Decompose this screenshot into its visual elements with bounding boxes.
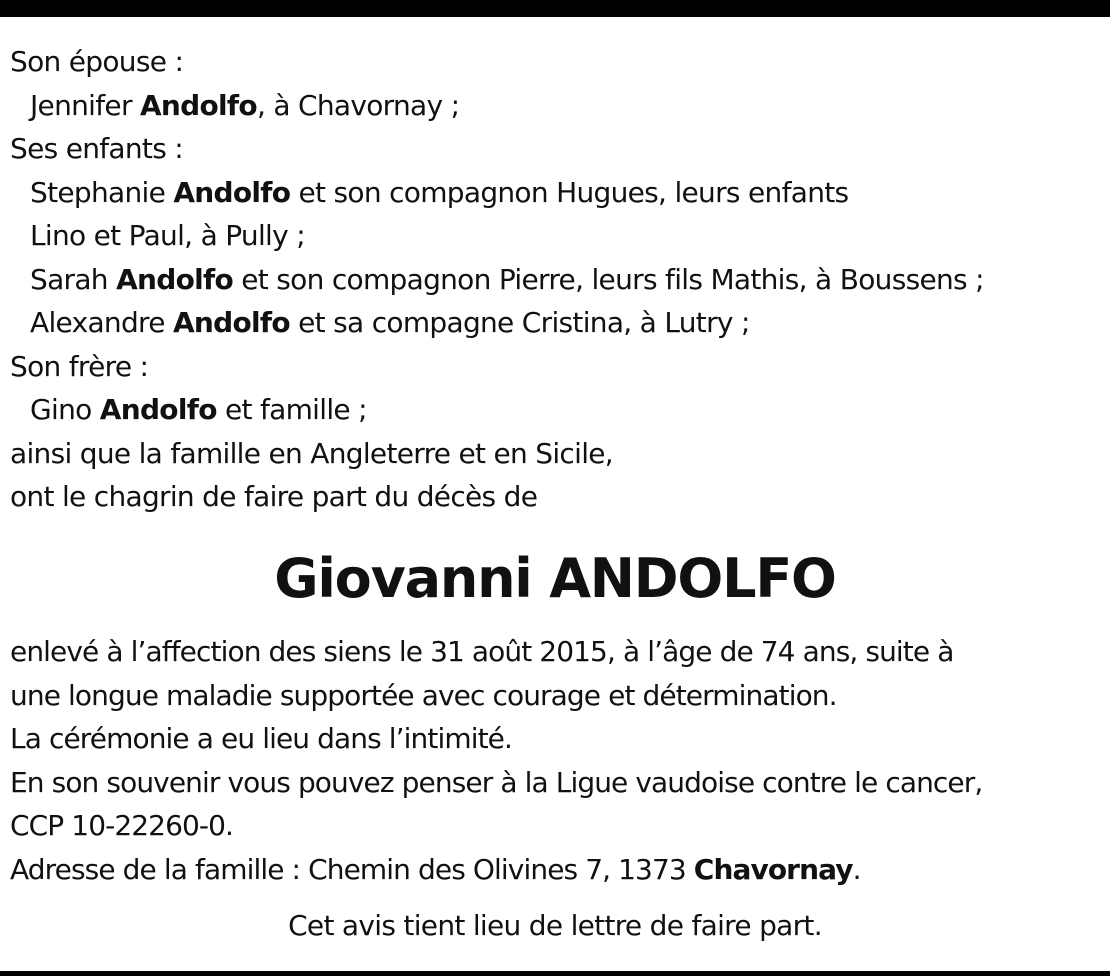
family-surname: Andolfo: [116, 262, 234, 296]
family-surname: Andolfo: [173, 175, 291, 209]
details-line: En son souvenir vous pouvez penser à la Ligue vaudoise contre le cancer,: [10, 765, 983, 799]
details-line: une longue maladie supportée avec courage et détermination.: [10, 678, 837, 712]
details-line: La cérémonie a eu lieu dans l’intimité.: [10, 722, 513, 755]
family-address: Adresse de la famille : Chemin des Olivines 7, 1373 Chavornay.: [10, 852, 861, 886]
family-heading-spouse: Son épouse :: [10, 45, 184, 78]
family-member-line: Jennifer Andolfo, à Chavornay ;: [30, 88, 460, 122]
family-member-line: Gino Andolfo et famille ;: [30, 393, 367, 426]
family-member-line: Sarah Andolfo et son compagnon Pierre, leurs fils Mathis, à Boussens ;: [30, 262, 984, 296]
family-member-line: Lino et Paul, à Pully ;: [30, 219, 305, 252]
details-line: CCP 10-22260-0.: [10, 809, 234, 842]
family-surname: Andolfo: [172, 306, 290, 339]
family-surname: Andolfo: [139, 88, 257, 122]
family-list: [10, 40, 1102, 519]
family-heading-children: Ses enfants :: [10, 132, 184, 165]
family-member-line: Alexandre Andolfo et sa compagne Cristina, à Lutry ;: [30, 306, 750, 339]
extended-family-line: ainsi que la famille en Angleterre et en Sicile,: [10, 436, 614, 470]
family-member-line: Stephanie Andolfo et son compagnon Hugues, leurs enfants: [30, 175, 849, 209]
address-town: Chavornay: [693, 852, 853, 886]
family-heading-brother: Son frère :: [10, 349, 149, 383]
notice-details: [10, 630, 1102, 891]
top-rule: [0, 0, 1110, 17]
footer-note: Cet avis tient lieu de lettre de faire part.: [288, 909, 822, 942]
announcement-line: ont le chagrin de faire part du décès de: [10, 480, 538, 513]
family-surname: Andolfo: [99, 393, 217, 426]
bottom-rule: [0, 971, 1110, 976]
deceased-name: Giovanni ANDOLFO: [274, 547, 836, 610]
details-line: enlevé à l’affection des siens le 31 août 2015, à l’âge de 74 ans, suite à: [10, 635, 954, 668]
